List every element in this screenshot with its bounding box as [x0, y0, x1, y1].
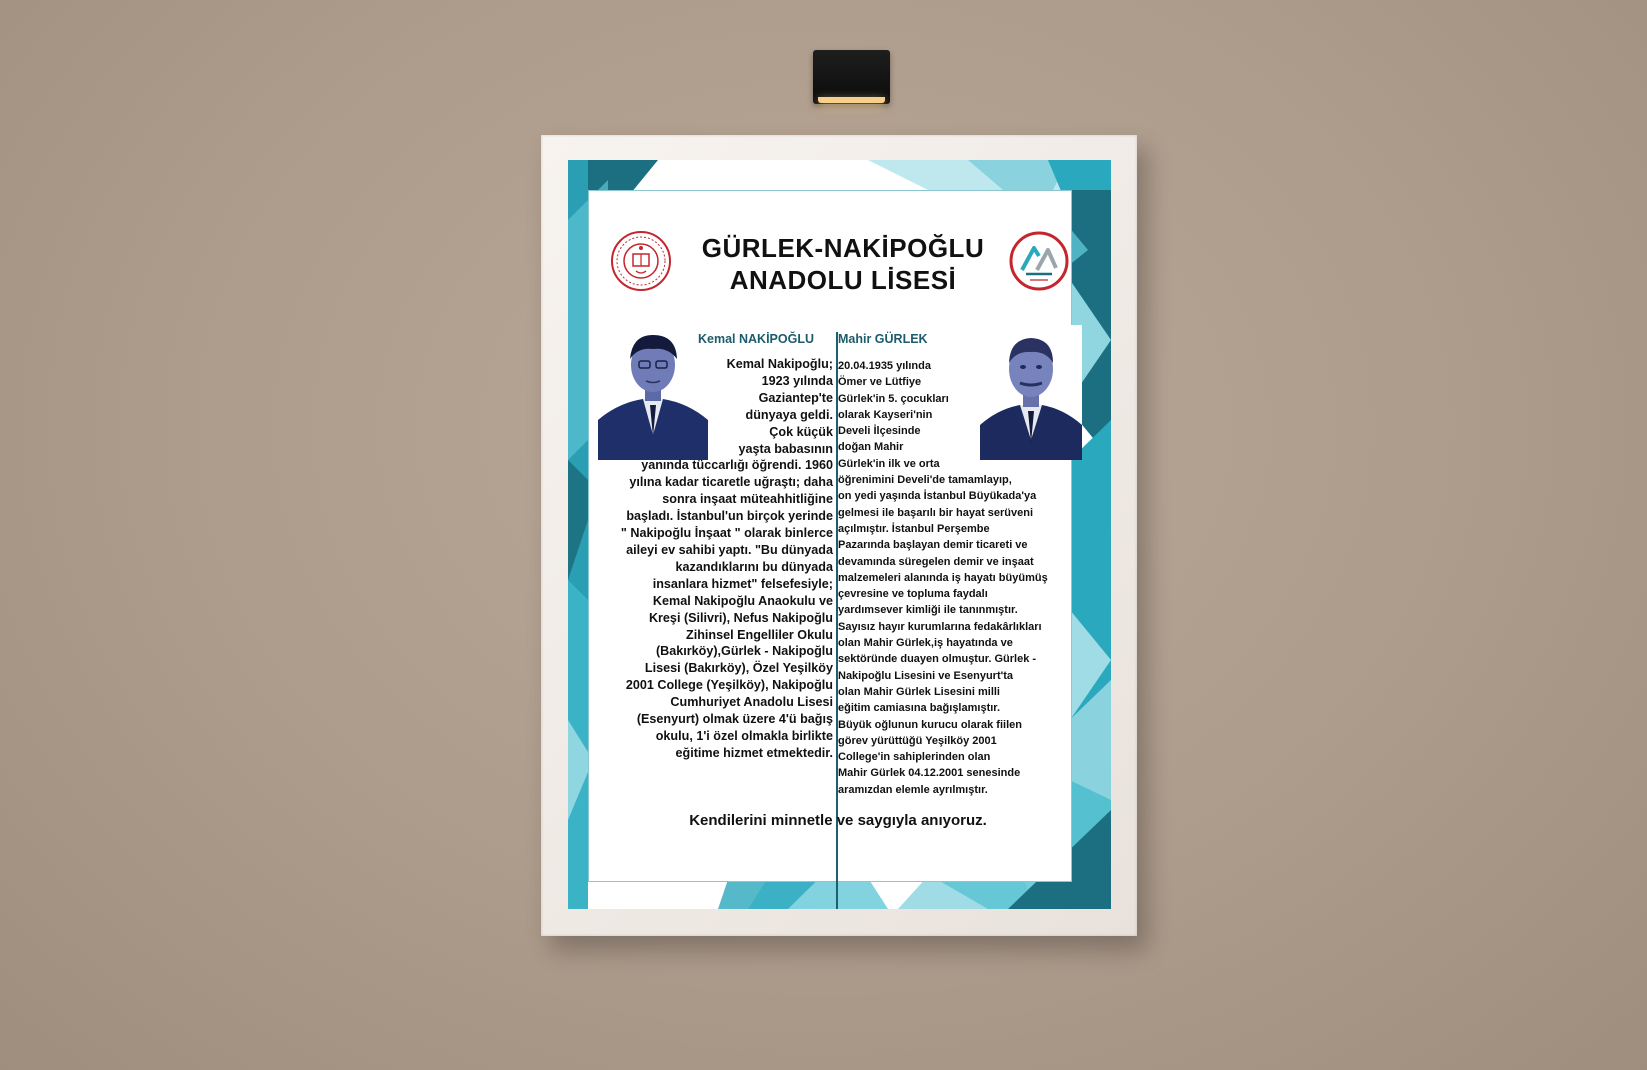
mahir-gurlek-name: Mahir GÜRLEK: [838, 332, 928, 346]
memorial-poster: [568, 160, 1111, 909]
mahir-gurlek-biography: 20.04.1935 yılında Ömer ve Lütfiye Gürlek'in 5. çocukları olarak Kayseri'nin Develi İlçesinde doğan Mahir Gürlek'in ilk ve orta öğrenimini Develi'de tamamlayıp, on yedi yaşında İstanbul Büyükada'ya gelmesi ile başarılı bir hayat serüveni açılmıştır. İstanbul Perşembe Pazarında başlayan demir ticareti ve devamında süregelen demir ve inşaat malzemeleri alanında iş hayatı büyümüş çevresine ve topluma faydalı yardımsever kimliği ile tanınmıştır. Sayısız hayır kurumlarına fedakârlıkları olan Mahir Gürlek,iş hayatında ve sektöründe duayen olmuştur. Gürlek - Nakipoğlu Lisesini ve Esenyurt'ta olan Mahir Gürlek Lisesini milli eğitim camiasına bağışlamıştır. Büyük oğlunun kurucu olarak fiilen görev yürüttüğü Yeşilköy 2001 College'in sahiplerinden olan Mahir Gürlek 04.12.2001 senesinde aramızdan elemle ayrılmıştır.: [838, 360, 1048, 796]
title-line-1: GÜRLEK-NAKİPOĞLU: [701, 233, 985, 263]
wall-lamp: [813, 50, 890, 104]
title-line-2: ANADOLU LİSESİ: [729, 265, 957, 295]
memorial-footer: Kendilerini minnetle ve saygıyla anıyoruz.: [689, 812, 987, 829]
kemal-nakipoglu-biography: Kemal Nakipoğlu; 1923 yılında Gaziantep'te dünyaya geldi. Çok küçük yaşta babasının yanında tüccarlığı öğrendi. 1960 yılına kadar ticaretle uğraştı; daha sonra inşaat müteahhitliğine başladı. İstanbul'un birçok yerinde " Nakipoğlu İnşaat " olarak binlerce aileyi ev sahibi yaptı. "Bu dünyada kazandıklarını bu dünyada insanlara hizmet" felsefesiyle; Kemal Nakipoğlu Anaokulu ve Kreşi (Silivri), Nefus Nakipoğlu Zihinsel Engelliler Okulu (Bakırköy),Gürlek - Nakipoğlu Lisesi (Bakırköy), Özel Yeşilköy 2001 College (Yeşilköy), Nakipoğlu Cumhuriyet Anadolu Lisesi (Esenyurt) olmak üzere 4'ü bağış okulu, 1'i özel olmakla birlikte eğitime hizmet etmektedir.: [620, 357, 833, 760]
lamp-light: [818, 97, 885, 103]
school-gn-logo-icon: [1008, 230, 1070, 292]
school-title: [658, 232, 1028, 296]
kemal-nakipoglu-name: Kemal NAKİPOĞLU: [698, 332, 814, 346]
